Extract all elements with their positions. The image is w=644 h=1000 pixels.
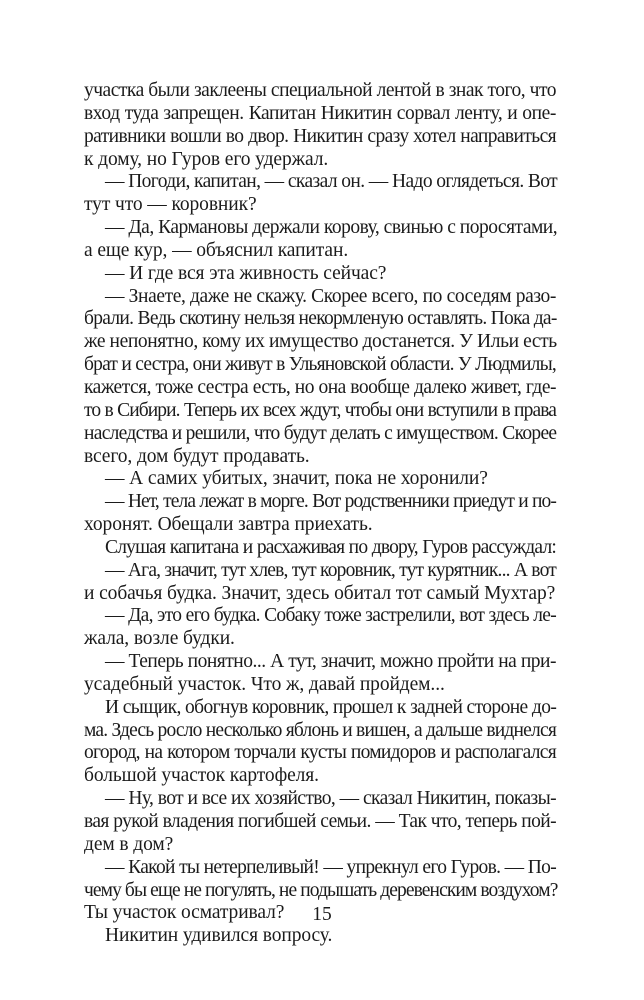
text-line: — Погоди, капитан, — сказал он. — Надо оглядеться. Вот: [105, 171, 558, 193]
text-line: — И где вся эта живность сейчас?: [105, 262, 387, 284]
text-line: Никитин удивился вопросу.: [105, 925, 333, 947]
text-line: ма. Здесь росло несколько яблонь и вишен, а дальше виднелся: [84, 719, 556, 741]
text-line: — Теперь понятно... А тут, значит, можно пройти на при-: [105, 651, 556, 673]
text-line: — Да, Кармановы держали корову, свинью с поросятами,: [105, 217, 558, 239]
text-line: и собачья будка. Значит, здесь обитал тот самый Мухтар?: [84, 582, 556, 604]
text-line: большой участок картофеля.: [84, 765, 319, 787]
text-line: то в Сибири. Теперь их всех ждут, чтобы они вступили в права: [84, 399, 556, 421]
text-line: вая рукой владения погибшей семьи. — Так что, теперь пой-: [84, 811, 556, 832]
text-line: Ты участок осматривал?: [84, 902, 285, 924]
text-line: усадебный участок. Что ж, давай пройдем...: [84, 673, 445, 695]
text-line: брат и сестра, они живут в Ульяновской области. У Людмилы,: [84, 354, 556, 376]
text-line: — Нет, тела лежат в морге. Вот родственники приедут и по-: [105, 491, 556, 513]
text-line: чему бы еще не погулять, не подышать деревенским воздухом?: [84, 879, 558, 901]
body-text: [84, 80, 556, 948]
text-line: наследства и решили, что будут делать с имуществом. Скорее: [84, 422, 557, 444]
text-line: — Ну, вот и все их хозяйство, — сказал Никитин, показы-: [105, 788, 556, 810]
text-line: — Ага, значит, тут хлев, тут коровник, тут курятник... А вот: [105, 559, 556, 581]
text-line: дем в дом?: [84, 833, 174, 855]
text-line: вход туда запрещен. Капитан Никитин сорвал ленту, и опе-: [84, 102, 556, 124]
text-line: — А самих убитых, значит, пока не хоронили?: [105, 468, 488, 490]
text-line: тут что — коровник?: [84, 194, 257, 216]
text-line: кажется, тоже сестра есть, но она вообще далеко живет, где-: [84, 376, 556, 398]
text-line: ративники вошли во двор. Никитин сразу хотел направиться: [84, 125, 556, 147]
text-line: Слушая капитана и расхаживая по двору, Гуров рассуждал:: [105, 536, 556, 558]
text-line: же непонятно, кому их имущество достанется. У Ильи есть: [84, 331, 557, 353]
text-line: — Знаете, даже не скажу. Скорее всего, по соседям разо-: [105, 285, 556, 307]
page-number: 15: [312, 904, 332, 925]
text-line: хоронят. Обещали завтра приехать.: [84, 514, 373, 536]
text-line: а еще кур, — объяснил капитан.: [84, 239, 349, 261]
text-line: И сыщик, обогнув коровник, прошел к задней стороне до-: [105, 696, 557, 718]
text-line: огород, на котором торчали кусты помидоров и располагался: [84, 742, 556, 764]
text-line: брали. Ведь скотину нельзя некормленую оставлять. Пока да-: [84, 308, 557, 330]
text-line: к дому, но Гуров его удержал.: [84, 148, 329, 170]
text-line: участка были заклеены специальной лентой в знак того, что: [84, 80, 556, 101]
text-line: всего, дом будут продавать.: [84, 445, 310, 467]
text-line: жала, возле будки.: [84, 628, 235, 650]
text-line: — Да, это его будка. Собаку тоже застрелили, вот здесь ле-: [105, 605, 556, 627]
text-line: — Какой ты нетерпеливый! — упрекнул его Гуров. — По-: [105, 856, 556, 878]
